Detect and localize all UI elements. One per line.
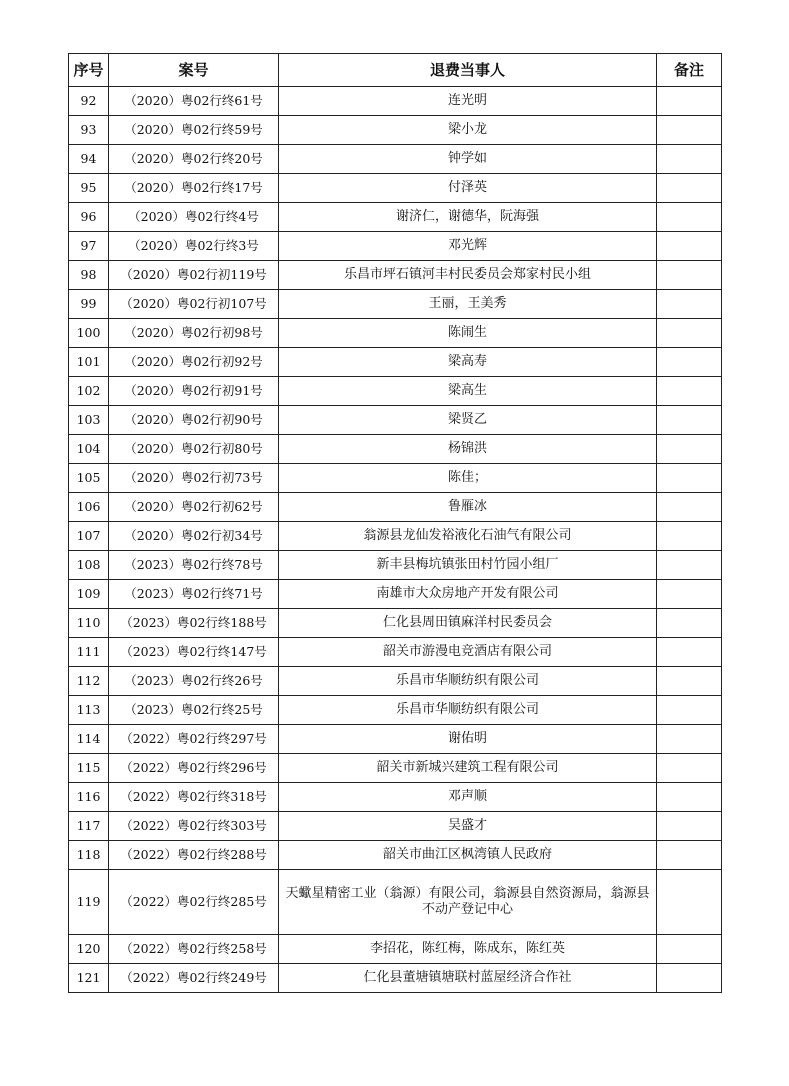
refund-table [68, 53, 722, 993]
cell-seq: 107 [69, 522, 109, 551]
cell-note [657, 348, 722, 377]
table-row [69, 667, 722, 696]
cell-note [657, 551, 722, 580]
header-seq: 序号 [69, 54, 109, 87]
cell-party: 王丽，王美秀 [279, 290, 657, 319]
cell-case-no: （2020）粤02行初119号 [109, 261, 279, 290]
header-party: 退费当事人 [279, 54, 657, 87]
cell-note [657, 754, 722, 783]
table-row [69, 348, 722, 377]
cell-party: 翁源县龙仙发裕液化石油气有限公司 [279, 522, 657, 551]
cell-case-no: （2020）粤02行终20号 [109, 145, 279, 174]
table-row [69, 580, 722, 609]
cell-party: 杨锦洪 [279, 435, 657, 464]
cell-seq: 98 [69, 261, 109, 290]
cell-seq: 114 [69, 725, 109, 754]
table-row [69, 754, 722, 783]
cell-note [657, 174, 722, 203]
cell-note [657, 812, 722, 841]
cell-note [657, 870, 722, 935]
table-row [69, 145, 722, 174]
cell-case-no: （2023）粤02行终188号 [109, 609, 279, 638]
cell-party: 新丰县梅坑镇张田村竹园小组厂 [279, 551, 657, 580]
table-row [69, 609, 722, 638]
cell-note [657, 493, 722, 522]
cell-case-no: （2023）粤02行终26号 [109, 667, 279, 696]
cell-note [657, 580, 722, 609]
cell-note [657, 87, 722, 116]
header-note: 备注 [657, 54, 722, 87]
cell-seq: 111 [69, 638, 109, 667]
cell-seq: 118 [69, 841, 109, 870]
cell-party: 连光明 [279, 87, 657, 116]
cell-seq: 96 [69, 203, 109, 232]
cell-seq: 99 [69, 290, 109, 319]
cell-party: 乐昌市坪石镇河丰村民委员会郑家村民小组 [279, 261, 657, 290]
cell-note [657, 435, 722, 464]
table-row [69, 725, 722, 754]
table-row [69, 435, 722, 464]
cell-note [657, 145, 722, 174]
cell-party: 梁高生 [279, 377, 657, 406]
cell-case-no: （2020）粤02行初62号 [109, 493, 279, 522]
cell-case-no: （2022）粤02行终258号 [109, 935, 279, 964]
cell-case-no: （2023）粤02行终25号 [109, 696, 279, 725]
cell-seq: 104 [69, 435, 109, 464]
table-row [69, 319, 722, 348]
cell-note [657, 377, 722, 406]
cell-party: 邓光辉 [279, 232, 657, 261]
table-row [69, 493, 722, 522]
cell-party: 仁化县董塘镇塘联村蓝屋经济合作社 [279, 964, 657, 993]
table-row [69, 232, 722, 261]
cell-note [657, 290, 722, 319]
table-row [69, 406, 722, 435]
cell-case-no: （2022）粤02行终249号 [109, 964, 279, 993]
cell-case-no: （2023）粤02行终71号 [109, 580, 279, 609]
cell-note [657, 638, 722, 667]
table-row [69, 261, 722, 290]
cell-party: 吴盛才 [279, 812, 657, 841]
table-row [69, 174, 722, 203]
table-row [69, 812, 722, 841]
cell-party: 梁高寿 [279, 348, 657, 377]
cell-seq: 115 [69, 754, 109, 783]
cell-note [657, 319, 722, 348]
table-row [69, 964, 722, 993]
cell-party: 南雄市大众房地产开发有限公司 [279, 580, 657, 609]
cell-party: 梁小龙 [279, 116, 657, 145]
cell-note [657, 406, 722, 435]
cell-party: 谢济仁，谢德华，阮海强 [279, 203, 657, 232]
cell-case-no: （2020）粤02行初107号 [109, 290, 279, 319]
cell-note [657, 841, 722, 870]
cell-party: 陈佳； [279, 464, 657, 493]
cell-party: 陈闹生 [279, 319, 657, 348]
table-row [69, 522, 722, 551]
cell-note [657, 232, 722, 261]
table-row [69, 841, 722, 870]
cell-note [657, 696, 722, 725]
cell-seq: 103 [69, 406, 109, 435]
cell-note [657, 116, 722, 145]
cell-seq: 116 [69, 783, 109, 812]
table-row [69, 935, 722, 964]
cell-note [657, 935, 722, 964]
cell-case-no: （2022）粤02行终303号 [109, 812, 279, 841]
cell-case-no: （2020）粤02行初90号 [109, 406, 279, 435]
cell-case-no: （2022）粤02行终297号 [109, 725, 279, 754]
cell-party: 李招花，陈红梅，陈成东，陈红英 [279, 935, 657, 964]
cell-note [657, 609, 722, 638]
cell-case-no: （2020）粤02行终3号 [109, 232, 279, 261]
table-row [69, 783, 722, 812]
table-row [69, 551, 722, 580]
cell-seq: 97 [69, 232, 109, 261]
cell-seq: 94 [69, 145, 109, 174]
cell-party: 乐昌市华顺纺织有限公司 [279, 667, 657, 696]
cell-case-no: （2020）粤02行初80号 [109, 435, 279, 464]
cell-note [657, 725, 722, 754]
cell-party: 邓声顺 [279, 783, 657, 812]
cell-party: 梁贤乙 [279, 406, 657, 435]
cell-case-no: （2020）粤02行初73号 [109, 464, 279, 493]
header-case-no: 案号 [109, 54, 279, 87]
cell-seq: 106 [69, 493, 109, 522]
cell-seq: 108 [69, 551, 109, 580]
cell-party: 仁化县周田镇麻洋村民委员会 [279, 609, 657, 638]
cell-seq: 92 [69, 87, 109, 116]
cell-note [657, 261, 722, 290]
cell-seq: 110 [69, 609, 109, 638]
cell-case-no: （2020）粤02行初98号 [109, 319, 279, 348]
table-row [69, 696, 722, 725]
cell-note [657, 964, 722, 993]
cell-party: 韶关市游漫电竞酒店有限公司 [279, 638, 657, 667]
cell-party: 付泽英 [279, 174, 657, 203]
table-header-row [69, 54, 722, 87]
cell-seq: 93 [69, 116, 109, 145]
cell-party: 钟学如 [279, 145, 657, 174]
cell-case-no: （2022）粤02行终285号 [109, 870, 279, 935]
cell-case-no: （2023）粤02行终147号 [109, 638, 279, 667]
cell-party: 韶关市曲江区枫湾镇人民政府 [279, 841, 657, 870]
cell-seq: 119 [69, 870, 109, 935]
cell-party: 天蠍星精密工业（翁源）有限公司，翁源县自然资源局，翁源县不动产登记中心 [279, 870, 657, 935]
cell-case-no: （2022）粤02行终296号 [109, 754, 279, 783]
cell-seq: 121 [69, 964, 109, 993]
cell-seq: 101 [69, 348, 109, 377]
cell-note [657, 667, 722, 696]
cell-case-no: （2020）粤02行初91号 [109, 377, 279, 406]
table-row [69, 638, 722, 667]
cell-case-no: （2020）粤02行终17号 [109, 174, 279, 203]
cell-seq: 117 [69, 812, 109, 841]
cell-case-no: （2022）粤02行终288号 [109, 841, 279, 870]
cell-seq: 120 [69, 935, 109, 964]
cell-party: 谢佑明 [279, 725, 657, 754]
cell-case-no: （2020）粤02行终4号 [109, 203, 279, 232]
cell-party: 鲁雁冰 [279, 493, 657, 522]
cell-seq: 100 [69, 319, 109, 348]
cell-seq: 109 [69, 580, 109, 609]
cell-note [657, 464, 722, 493]
cell-seq: 105 [69, 464, 109, 493]
table-row [69, 377, 722, 406]
cell-case-no: （2020）粤02行终59号 [109, 116, 279, 145]
table-row [69, 87, 722, 116]
cell-case-no: （2020）粤02行初92号 [109, 348, 279, 377]
cell-note [657, 203, 722, 232]
table-body [69, 87, 722, 993]
table-row [69, 870, 722, 935]
cell-case-no: （2022）粤02行终318号 [109, 783, 279, 812]
table-row [69, 203, 722, 232]
cell-seq: 112 [69, 667, 109, 696]
cell-note [657, 522, 722, 551]
table-row [69, 464, 722, 493]
cell-case-no: （2020）粤02行终61号 [109, 87, 279, 116]
cell-seq: 95 [69, 174, 109, 203]
cell-party: 韶关市新城兴建筑工程有限公司 [279, 754, 657, 783]
cell-case-no: （2023）粤02行终78号 [109, 551, 279, 580]
cell-case-no: （2020）粤02行初34号 [109, 522, 279, 551]
table-row [69, 116, 722, 145]
cell-party: 乐昌市华顺纺织有限公司 [279, 696, 657, 725]
cell-seq: 113 [69, 696, 109, 725]
cell-seq: 102 [69, 377, 109, 406]
table-row [69, 290, 722, 319]
cell-note [657, 783, 722, 812]
